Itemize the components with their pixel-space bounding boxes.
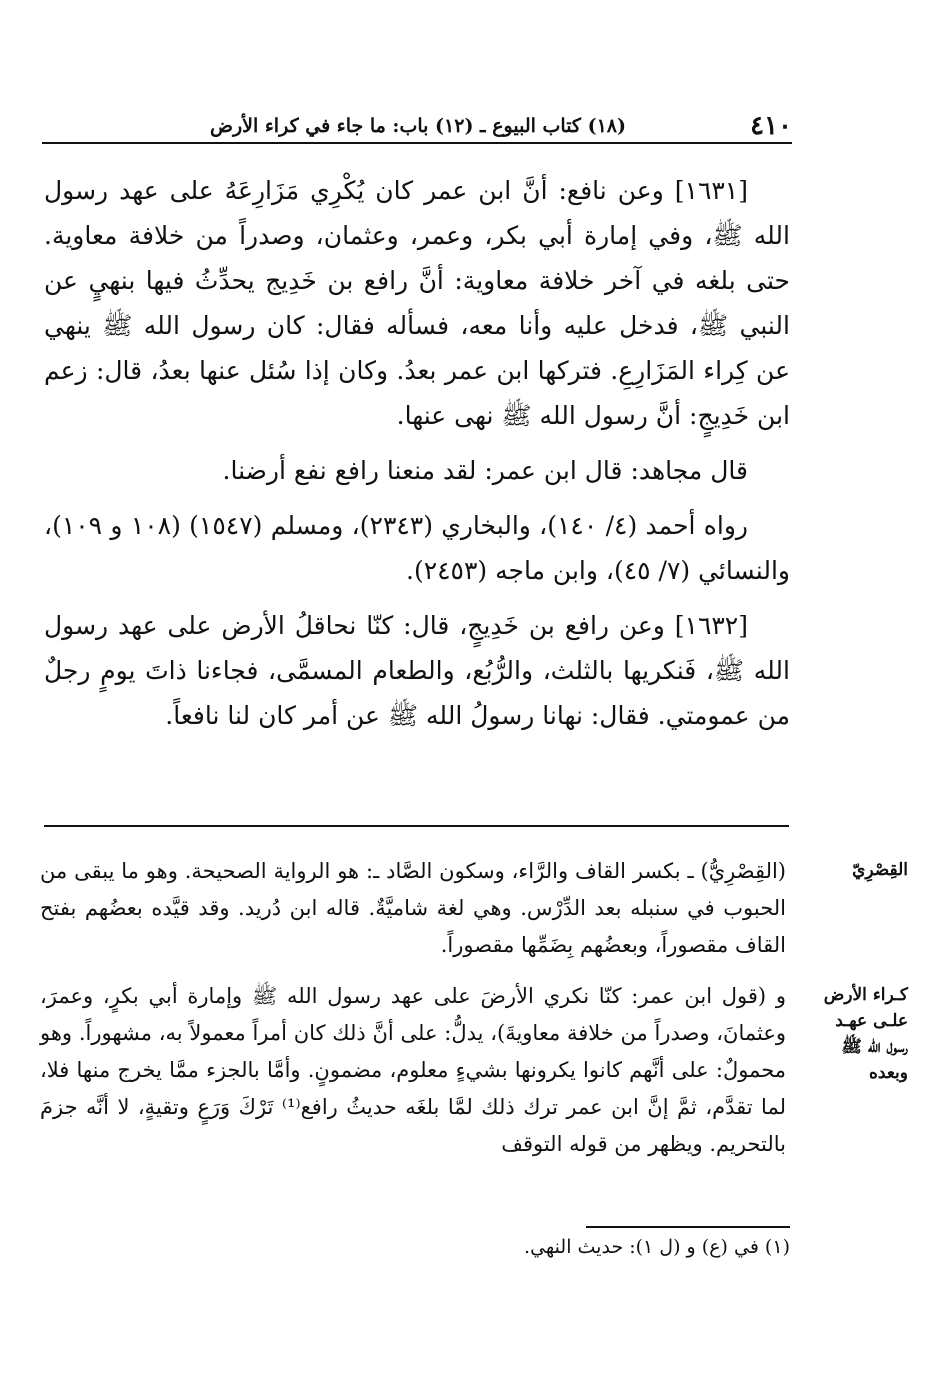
page-header [40,112,792,140]
commentary-note [40,853,908,964]
margin-heading-line: علـى عهـد [835,1011,908,1031]
margin-heading [796,853,908,964]
commentary-note [40,978,908,1163]
hadith-1631: [١٦٣١] وعن نافع: أنَّ ابن عمر كان يُكْرِي مَزَارِعَهُ على عهد رسول الله ﷺ، وفي إمارة أبي بكر، وعمر، وعثمان، وصدراً من خلافة معاوية. حتى بلغه في آخر خلافة معاوية: أنَّ رافع بن خَدِيج يحدِّثُ فيها بنهيٍ عن النبي ﷺ، فدخل عليه وأنا معه، فسأله فقال: كان رسول الله ﷺ ينهي عن كِراء المَزَارِعِ. فتركها ابن عمر بعدُ. وكان إذا سُئل عنها بعدُ، قال: زعم ابن خَدِيجٍ: أنَّ رسول الله ﷺ نهى عنها. [44,176,790,430]
running-title: (١٨) كتاب البيوع ـ (١٢) باب: ما جاء في كراء الأرض [210,115,627,137]
margin-heading-line: وبعده [869,1063,908,1083]
mujahid-saying: قال مجاهد: قال ابن عمر: لقد منعنا رافع نفع أرضنا. [222,456,748,485]
hadith-1632: [١٦٣٢] وعن رافع بن خَدِيجٍ، قال: كنّا نحاقلُ الأرض على عهد رسول الله ﷺ، فَنكريها بالثلث، والرُّبُع، والطعام المسمَّى، فجاءنا ذاتَ يومٍ رجلٌ من عمومتي. فقال: نهانا رسولُ الله ﷺ عن أمر كان لنا نافعاً. [44,611,790,730]
footnote: (١) في (ع) و (ل ١): حديث النهي. [524,1236,790,1258]
margin-heading [796,978,908,1163]
margin-heading-line: كـراء الأرض [823,985,908,1005]
margin-heading-line: القِصْرِيّ [852,860,908,880]
main-text [44,168,790,748]
commentary-text: (القِصْرِيُّ) ـ بكسر القاف والرَّاء، وسكون الصَّاد ـ: هو الرواية الصحيحة. وهو ما يبقى من الحبوب في سنبله بعد الدِّرْس. وهي لغة شاميَّةٌ. قاله ابن دُريد. وقد قيَّده بعضُهم بفتح القاف مقصوراً، وبعضُهم بِضَمِّها مقصوراً. [40,859,786,957]
commentary-text: و (قول ابن عمر: كنّا نكري الأرضَ على عهد رسول الله ﷺ وإمارة أبي بكرٍ، وعمرَ، وعثمانَ، وصدراً من خلافة معاويةَ)، يدلُّ: على أنَّ ذلك كان أمراً معمولاً به، مشهوراً. وهو محمولٌ: على أنَّهم كانوا يكرونها بشيءٍ معلوم، مضمونٍ. وأمَّا بالجزء ممَّا يخرج منها فلا، لما تقدَّم، ثمَّ إنَّ ابن عمر ترك ذلك لمَّا بلغَه حديثُ رافع⁽¹⁾ تَرْكَ وَرَعٍ وتقيةٍ، لا أنَّه جزمَ بالتحريم. ويظهر من قوله التوقف [40,984,786,1156]
header-rule [42,142,792,144]
page-number: ٤١٠ [750,111,792,141]
commentary [40,853,908,1177]
margin-heading-line: رسول الله ﷺ [841,1037,908,1057]
commentary-separator [44,825,789,827]
hadith-source: رواه أحمد (٤/ ١٤٠)، والبخاري (٢٣٤٣)، ومسلم (١٥٤٧) (١٠٨ و ١٠٩)، والنسائي (٧/ ٤٥)، وابن ماجه (٢٤٥٣). [44,511,790,585]
footnote-rule [586,1226,790,1228]
